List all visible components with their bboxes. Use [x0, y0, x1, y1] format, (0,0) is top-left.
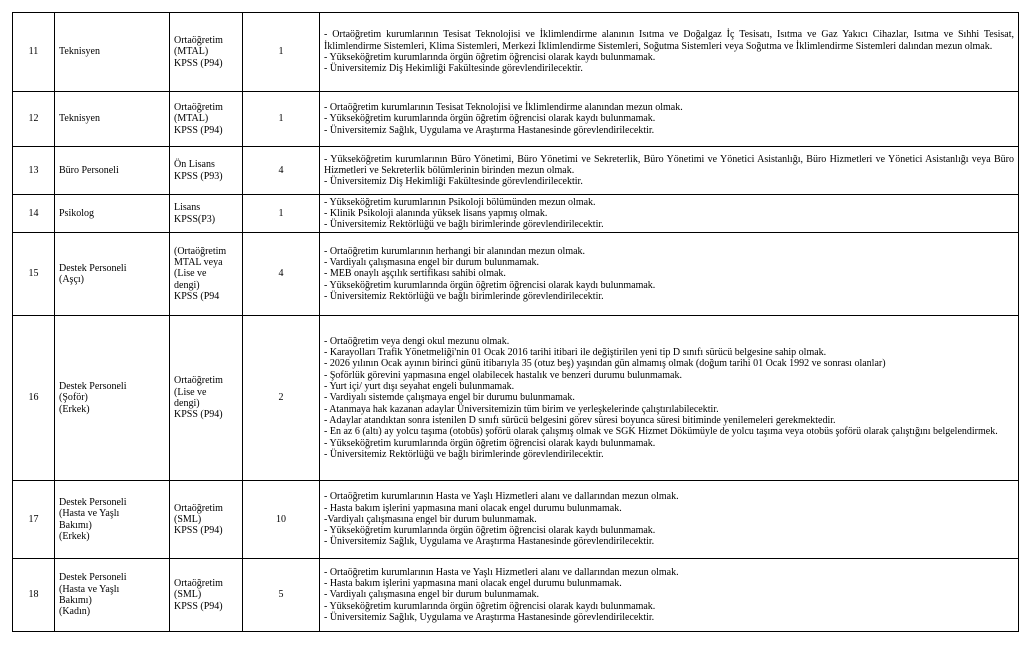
requirements-line: - Yükseköğretim kurumlarının Psikoloji bölümünden mezun olmak. — [324, 196, 596, 208]
requirements-line: - Yükseköğretim kurumlarında örgün öğretim öğrencisi olarak kaydı bulunmamak. — [324, 113, 656, 125]
requirements-line: - Yükseköğretim kurumlarında örgün öğretim öğrencisi olarak kaydı bulunmamak. — [324, 279, 656, 291]
row-number: 12 — [13, 92, 55, 147]
position-title-line: Teknisyen — [59, 113, 100, 125]
requirements-line: - Atanmaya hak kazanan adaylar Üniversitemizin tüm birim ve yerleşkelerinde çalıştırılabilecektir. — [324, 403, 719, 415]
requirements-line: - Ortaöğretim kurumlarının Hasta ve Yaşlı Hizmetleri alanı ve dallarından mezun olmak. — [324, 491, 679, 503]
requirements-line: - Üniversitemiz Diş Hekimliği Fakültesinde görevlendirilecektir. — [324, 176, 583, 188]
requirements-line: - Üniversitemiz Rektörlüğü ve bağlı birimlerinde görevlendirilecektir. — [324, 290, 604, 302]
requirements-line: - MEB onaylı aşçılık sertifikası sahibi olmak. — [324, 268, 506, 280]
requirements-line: - Vardiyalı sistemde çalışmaya engel bir durumu bulunmamak. — [324, 392, 575, 404]
position-title-line: Destek Personeli — [59, 262, 127, 274]
position-title — [55, 233, 170, 316]
requirements-line: - Ortaöğretim kurumlarının herhangi bir alanından mezun olmak. — [324, 245, 586, 257]
position-title-line: (Erkek) — [59, 403, 90, 415]
education-level-line: dengi) — [174, 279, 200, 291]
position-title — [55, 92, 170, 147]
position-title-line: Bakımı) — [59, 595, 92, 606]
requirements-line: - Ortaöğretim veya dengi okul mezunu olmak. — [324, 335, 510, 347]
row-number: 15 — [13, 233, 55, 316]
position-title-line: Teknisyen — [59, 46, 100, 58]
education-level-line: (MTAL) — [174, 113, 209, 125]
requirements-line: - Ortaöğretim kurumlarının Tesisat Teknolojisi ve İklimlendirme alanından mezun olmak. — [324, 102, 683, 114]
position-count: 5 — [243, 559, 320, 632]
row-number: 17 — [13, 481, 55, 559]
education-level-line: Ortaöğretim — [174, 375, 223, 387]
requirements-line: - Üniversitemiz Rektörlüğü ve bağlı birimlerinde görevlendirilecektir. — [324, 219, 604, 231]
education-level-line: Lisans — [174, 202, 201, 214]
education-level-line: Ortaöğretim — [174, 35, 223, 47]
position-table — [12, 12, 1019, 632]
position-title-line: Destek Personeli — [59, 381, 127, 393]
education-level — [170, 13, 243, 92]
position-title — [55, 13, 170, 92]
requirements — [320, 559, 1019, 632]
requirements-line: - Karayolları Trafik Yönetmeliği'nin 01 Ocak 2016 tarihi itibari ile değiştirilen yeni tip D sınıfı sürücü belgesine sahip olmak. — [324, 347, 827, 359]
requirements-line: - Vardiyalı çalışmasına engel bir durum bulunmamak. — [324, 589, 540, 601]
education-level-line: KPSS (P94 — [174, 290, 220, 302]
row-number: 11 — [13, 13, 55, 92]
position-title — [55, 316, 170, 481]
education-level — [170, 233, 243, 316]
position-title — [55, 481, 170, 559]
table-row — [13, 13, 1019, 92]
position-title-line: Destek Personeli — [59, 572, 127, 584]
row-number: 14 — [13, 195, 55, 233]
position-title-line: (Kadın) — [59, 606, 91, 618]
requirements-line: - Hasta bakım işlerini yapmasına mani olacak engel durumu bulunmamak. — [324, 502, 622, 514]
table-row — [13, 195, 1019, 233]
education-level — [170, 195, 243, 233]
position-title-line: (Erkek) — [59, 530, 90, 542]
requirements-line: - En az 6 (altı) ay yolcu taşıma (otobüs) şoförü olarak çalışmış olmak ve SGK Hizmet Dökümüyle de yolcu taşıma veya otobüs şoförü olarak çalıştığını belgelendirmek. — [324, 426, 998, 438]
requirements-line: - Yükseköğretim kurumlarında örgün öğretim öğrencisi olarak kaydı bulunmamak. — [324, 437, 656, 449]
table-row — [13, 316, 1019, 481]
requirements-line: - Yükseköğretim kurumlarında örgün öğretim öğrencisi olarak kaydı bulunmamak. — [324, 600, 656, 612]
row-number: 13 — [13, 147, 55, 195]
education-level-line: KPSS (P93) — [174, 170, 223, 182]
position-title-line: (Hasta ve Yaşlı — [59, 583, 120, 595]
requirements-line: - 2026 yılının Ocak ayının birinci günü itibarıyla 35 (otuz beş) yaşından gün almamış olmak (doğum tarihi 01 Ocak 1992 ve sonrası olanlar) — [324, 358, 886, 370]
requirements-line: - Üniversitemiz Sağlık, Uygulama ve Araştırma Hastanesinde görevlendirilecektir. — [324, 124, 655, 136]
education-level-line: (Lise ve — [174, 386, 207, 398]
education-level-line: KPSS (P94) — [174, 525, 223, 537]
education-level-line: (MTAL) — [174, 46, 209, 58]
requirements-line: - Klinik Psikoloji alanında yüksek lisans yapmış olmak. — [324, 207, 548, 219]
requirements-line: -Vardiyalı çalışmasına engel bir durum bulunmamak. — [324, 513, 537, 525]
education-level-line: KPSS(P3) — [174, 213, 216, 225]
education-level-line: KPSS (P94) — [174, 409, 223, 421]
position-count: 4 — [243, 147, 320, 195]
education-level-line: Ön Lisans — [174, 159, 215, 171]
table-row — [13, 147, 1019, 195]
education-level-line: (Ortaöğretim — [174, 245, 227, 257]
position-title-line: (Hasta ve Yaşlı — [59, 508, 120, 520]
education-level — [170, 92, 243, 147]
education-level-line: KPSS (P94) — [174, 57, 223, 69]
position-count: 1 — [243, 92, 320, 147]
requirements-line: - Adaylar atandıktan sonra istenilen D sınıfı sürücü belgesini görev süresi boyunca süresi bitiminde yenilemeleri gerekmektedir. — [324, 414, 836, 426]
row-number: 18 — [13, 559, 55, 632]
education-level-line: (SML) — [174, 513, 202, 525]
requirements — [320, 147, 1019, 195]
requirements-line: - Yükseköğretim kurumlarının Büro Yönetimi, Büro Yönetimi ve Sekreterlik, Büro Yönetimi ve Yönetici Asistanlığı, Büro Hizmetleri ve Yönetici Asistanlığı veya Büro Hizmetleri ve Sekreterlik bölümlerinin birinden mezun olmak. — [324, 153, 1014, 176]
requirements-line: - Üniversitemiz Sağlık, Uygulama ve Araştırma Hastanesinde görevlendirilecektir. — [324, 536, 655, 548]
requirements-line: - Yurt içi/ yurt dışı seyahat engeli bulunmamak. — [324, 381, 515, 393]
table-row — [13, 481, 1019, 559]
requirements — [320, 13, 1019, 92]
position-count: 2 — [243, 316, 320, 481]
table-row — [13, 233, 1019, 316]
education-level — [170, 147, 243, 195]
education-level-line: dengi) — [174, 398, 200, 409]
position-title-line: Destek Personeli — [59, 496, 127, 508]
position-title-line: (Şoför) — [59, 392, 88, 404]
requirements-line: - Üniversitemiz Diş Hekimliği Fakültesinde görevlendirilecektir. — [324, 63, 583, 75]
requirements-line: - Ortaöğretim kurumlarının Hasta ve Yaşlı Hizmetleri alanı ve dallarından mezun olmak. — [324, 566, 679, 578]
education-level-line: (Lise ve — [174, 268, 207, 280]
requirements-line: - Üniversitemiz Rektörlüğü ve bağlı birimlerinde görevlendirilecektir. — [324, 448, 604, 460]
position-title-line: (Aşçı) — [59, 274, 84, 285]
position-count: 4 — [243, 233, 320, 316]
requirements — [320, 195, 1019, 233]
position-count: 1 — [243, 195, 320, 233]
requirements-line: - Vardiyalı çalışmasına engel bir durum bulunmamak. — [324, 257, 540, 269]
position-title — [55, 559, 170, 632]
requirements-line: - Yükseköğretim kurumlarında örgün öğretim öğrencisi olarak kaydı bulunmamak. — [324, 525, 656, 537]
position-title — [55, 147, 170, 195]
position-count: 1 — [243, 13, 320, 92]
position-count: 10 — [243, 481, 320, 559]
requirements — [320, 316, 1019, 481]
position-title-line: Psikolog — [59, 207, 95, 219]
education-level — [170, 316, 243, 481]
requirements-line: - Üniversitemiz Sağlık, Uygulama ve Araştırma Hastanesinde görevlendirilecektir. — [324, 611, 655, 623]
education-level-line: Ortaöğretim — [174, 102, 223, 114]
education-level-line: Ortaöğretim — [174, 578, 223, 590]
requirements — [320, 92, 1019, 147]
education-level-line: (SML) — [174, 589, 202, 601]
education-level-line: KPSS (P94) — [174, 124, 223, 136]
requirements-line: - Yükseköğretim kurumlarında örgün öğretim öğrencisi olarak kaydı bulunmamak. — [324, 52, 656, 63]
position-title — [55, 195, 170, 233]
row-number: 16 — [13, 316, 55, 481]
position-title-line: Bakımı) — [59, 519, 92, 531]
requirements — [320, 233, 1019, 316]
requirements-line: - Ortaöğretim kurumlarının Tesisat Teknolojisi ve İklimlendirme alanının Isıtma ve Doğalgaz İç Tesisatı, Isıtma ve Gaz Yakıcı Cihazlar, Isıtma ve Sıhhi Tesisat, İklimlendirme Sistemleri, Klima Sistemleri, Merkezi İklimlendirme Sistemleri, Soğutma Sistemleri veya Soğutma ve İklimlendirme Sistemleri dalından mezun olmak. — [324, 29, 1014, 52]
requirements-line: - Şoförlük görevini yapmasına engel olabilecek hastalık ve benzeri durumu bulunmamak. — [324, 369, 682, 381]
education-level — [170, 481, 243, 559]
table-row — [13, 559, 1019, 632]
table-row — [13, 92, 1019, 147]
education-level-line: Ortaöğretim — [174, 502, 223, 514]
education-level-line: KPSS (P94) — [174, 600, 223, 612]
requirements — [320, 481, 1019, 559]
requirements-line: - Hasta bakım işlerini yapmasına mani olacak engel durumu bulunmamak. — [324, 578, 622, 590]
education-level-line: MTAL veya — [174, 257, 223, 269]
position-rows — [13, 13, 1019, 632]
position-title-line: Büro Personeli — [59, 164, 119, 176]
education-level — [170, 559, 243, 632]
